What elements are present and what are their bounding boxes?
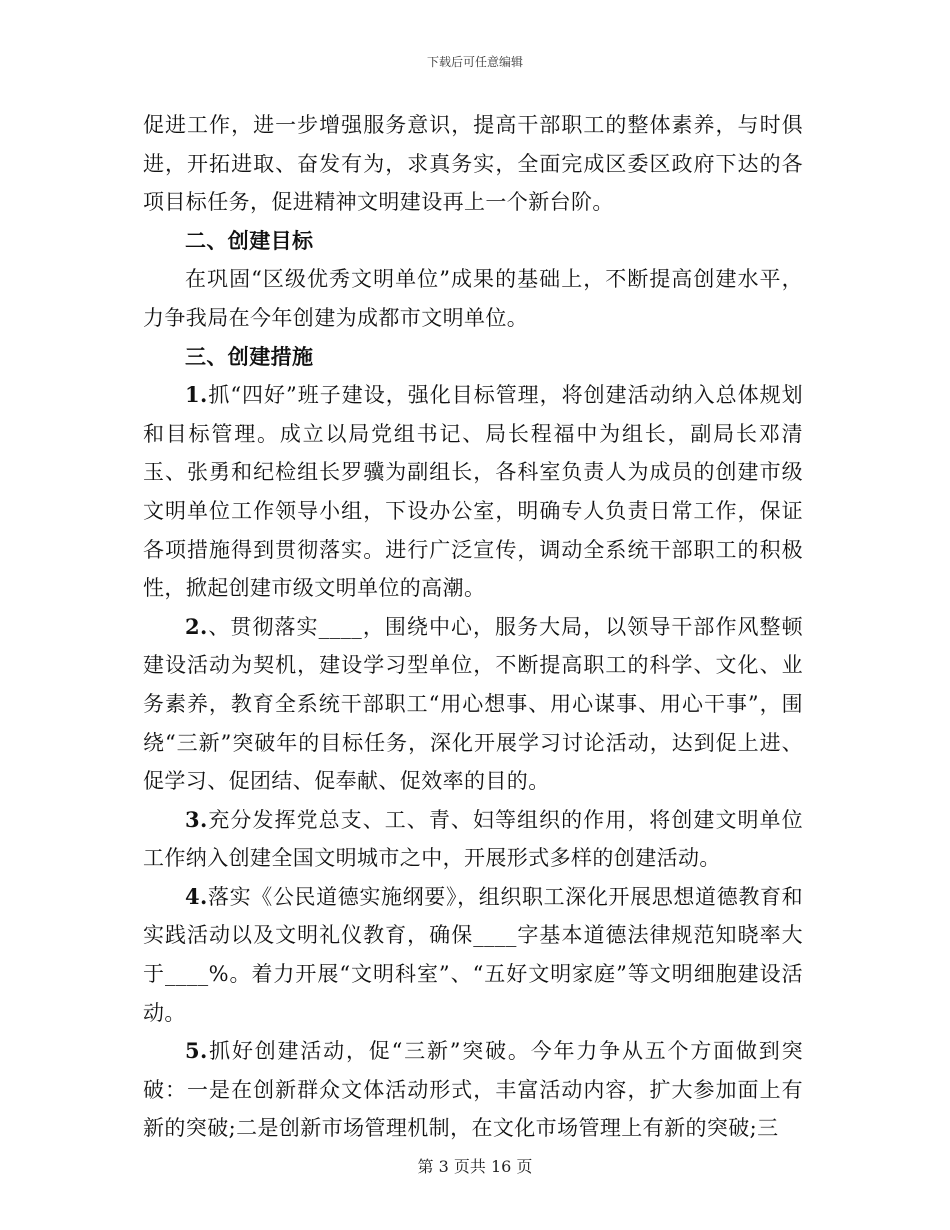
- measure-3-text: 充分发挥党总支、工、青、妇等组织的作用，将创建文明单位工作纳入创建全国文明城市之中，开展形式多样的创建活动。: [143, 807, 803, 871]
- page-header: 下载后可任意编辑: [426, 55, 523, 69]
- section-heading-goals: 二、创建目标: [185, 227, 314, 253]
- measure-1-number: 1.: [185, 382, 208, 408]
- document-body: [143, 106, 803, 1148]
- paragraph-intro: 促进工作，进一步增强服务意识，提高干部职工的整体素养，与时俱进，开拓进取、奋发有为，求真务实，全面完成区委区政府下达的各项目标任务，促进精神文明建设再上一个新台阶。: [143, 113, 803, 215]
- measure-5-number: 5.: [185, 1038, 208, 1064]
- paragraph-measure-4: [143, 878, 803, 1032]
- paragraph-measure-1: [143, 376, 803, 608]
- measure-4-text: 落实《公民道德实施纲要》，组织职工深化开展思想道德教育和实践活动以及文明礼仪教育，确保____字基本道德法律规范知晓率大于____%。着力开展“文明科室”、“五好文明家庭”等文明细胞建设活动。: [143, 884, 803, 1025]
- measure-2-number: 2.: [185, 613, 208, 639]
- measure-1-text: 抓“四好”班子建设，强化目标管理，将创建活动纳入总体规划和目标管理。成立以局党组书记、局长程福中为组长，副局长邓清玉、张勇和纪检组长罗骥为副组长，各科室负责人为成员的创建市级文明单位工作领导小组，下设办公室，明确专人负责日常工作，保证各项措施得到贯彻落实。进行广泛宣传，调动全系统干部职工的积极性，掀起创建市级文明单位的高潮。: [143, 383, 803, 601]
- paragraph-goals: 在巩固“区级优秀文明单位”成果的基础上，不断提高创建水平，力争我局在今年创建为成都市文明单位。: [143, 267, 803, 330]
- measure-2-text: 、贯彻落实____，围绕中心，服务大局，以领导干部作风整顿建设活动为契机，建设学习型单位，不断提高职工的科学、文化、业务素养，教育全系统干部职工“用心想事、用心谋事、用心干事”，围绕“三新”突破年的目标任务，深化开展学习讨论活动，达到促上进、促学习、促团结、促奉献、促效率的目的。: [143, 614, 803, 794]
- measure-3-number: 3.: [185, 806, 208, 832]
- measure-4-number: 4.: [185, 883, 208, 909]
- section-heading-measures: 三、创建措施: [185, 343, 314, 369]
- page-footer: 第 3 页共 16 页: [417, 1157, 533, 1176]
- paragraph-measure-3: [143, 801, 803, 878]
- paragraph-measure-2: [143, 608, 803, 801]
- measure-5-text: 抓好创建活动，促“三新”突破。今年力争从五个方面做到突破：一是在创新群众文体活动形式，丰富活动内容，扩大参加面上有新的突破;二是创新市场管理机制，在文化市场管理上有新的突破;三: [143, 1039, 803, 1141]
- paragraph-measure-5: [143, 1032, 803, 1148]
